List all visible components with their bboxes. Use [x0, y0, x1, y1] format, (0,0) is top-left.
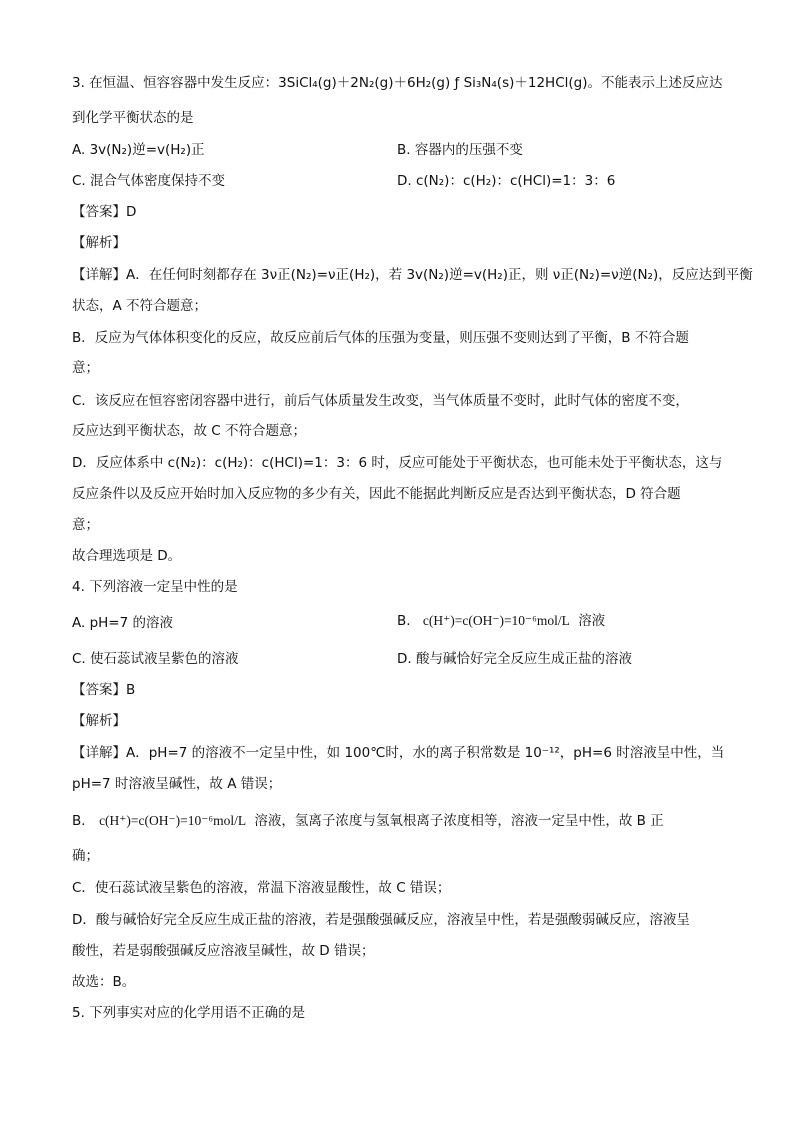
q4-b-line2: 确； [72, 848, 99, 864]
q4-answer: 【答案】B [72, 682, 136, 698]
q3-answer: 【答案】D [72, 204, 137, 220]
q4-option-a: A. pH=7 的溶液 [72, 615, 173, 631]
q4-b-equation: c(H⁺)=c(OH⁻)=10⁻⁶mol/L [99, 813, 247, 828]
q4-conclusion: 故选：B。 [72, 974, 136, 990]
q3-c-line2: 反应达到平衡状态，故 C 不符合题意； [72, 423, 307, 439]
q4-option-b-prefix: B. [397, 613, 411, 629]
q4-d-line2: 酸性，若是弱酸强碱反应溶液呈碱性，故 D 错误； [72, 943, 375, 959]
q3-detail-line2: 状态，A 不符合题意； [72, 298, 208, 314]
q3-d-line2: 反应条件以及反应开始时加入反应物的多少有关，因此不能据此判断反应是否达到平衡状态，D 符合题 [72, 486, 681, 502]
q4-b-rest: 溶液，氢离子浓度与氢氧根离子浓度相等，溶液一定呈中性，故 B 正 [254, 813, 664, 829]
q3-d-line1: D．反应体系中 c(N₂)：c(H₂)：c(HCl)=1：3：6 时，反应可能处于平衡状态，也可能未处于平衡状态，这与 [72, 455, 723, 471]
q4-option-d: D. 酸与碱恰好完全反应生成正盐的溶液 [397, 651, 632, 667]
q3-detail-line1: 【详解】A．在任何时刻都存在 3ν正(N₂)=ν正(H₂)，若 3v(N₂)逆=v(H₂)正，则 ν正(N₂)=ν逆(N₂)，反应达到平衡 [72, 267, 753, 283]
q4-c-line1: C．使石蕊试液呈紫色的溶液，常温下溶液显酸性，故 C 错误； [72, 880, 451, 896]
q4-b-prefix: B． [72, 813, 95, 829]
q3-conclusion: 故合理选项是 D。 [72, 548, 182, 564]
q4-stem: 4. 下列溶液一定呈中性的是 [72, 579, 238, 595]
q4-option-b [397, 612, 605, 630]
q3-option-a: A. 3v(N₂)逆=v(H₂)正 [72, 142, 205, 158]
q4-a-line1: 【详解】A．pH=7 的溶液不一定呈中性，如 100℃时，水的离子积常数是 10⁻¹²，pH=6 时溶液呈中性，当 [72, 745, 725, 761]
q4-b-line1 [72, 812, 664, 830]
q3-option-c: C. 混合气体密度保持不变 [72, 173, 226, 189]
q4-option-b-equation: c(H⁺)=c(OH⁻)=10⁻⁶mol/L [422, 613, 570, 628]
q3-stem-line2: 到化学平衡状态的是 [72, 110, 194, 126]
q4-d-line1: D．酸与碱恰好完全反应生成正盐的溶液，若是强酸强碱反应，溶液呈中性，若是强酸弱碱反应，溶液呈 [72, 912, 690, 928]
q3-stem-line1: 3. 在恒温、恒容容器中发生反应：3SiCl₄(g)＋2N₂(g)＋6H₂(g) ƒ Si₃N₄(s)＋12HCl(g)。不能表示上述反应达 [72, 75, 723, 91]
q4-analysis-heading: 【解析】 [72, 713, 126, 729]
q3-analysis-heading: 【解析】 [72, 235, 126, 251]
q4-a-line2: pH=7 时溶液呈碱性，故 A 错误； [72, 776, 282, 792]
q3-b-line2: 意； [72, 360, 99, 376]
q4-option-c: C. 使石蕊试液呈紫色的溶液 [72, 651, 239, 667]
q3-b-line1: B．反应为气体体积变化的反应，故反应前后气体的压强为变量，则压强不变则达到了平衡，B 不符合题 [72, 330, 689, 346]
q3-option-d: D. c(N₂)：c(H₂)：c(HCl)=1：3：6 [397, 173, 616, 189]
q3-option-b: B. 容器内的压强不变 [397, 142, 523, 158]
q3-d-line3: 意； [72, 517, 99, 533]
q5-stem: 5. 下列事实对应的化学用语不正确的是 [72, 1005, 306, 1021]
q3-c-line1: C．该反应在恒容密闭容器中进行，前后气体质量发生改变，当气体质量不变时，此时气体的密度不变， [72, 393, 689, 409]
q4-option-b-suffix: 溶液 [578, 613, 606, 629]
